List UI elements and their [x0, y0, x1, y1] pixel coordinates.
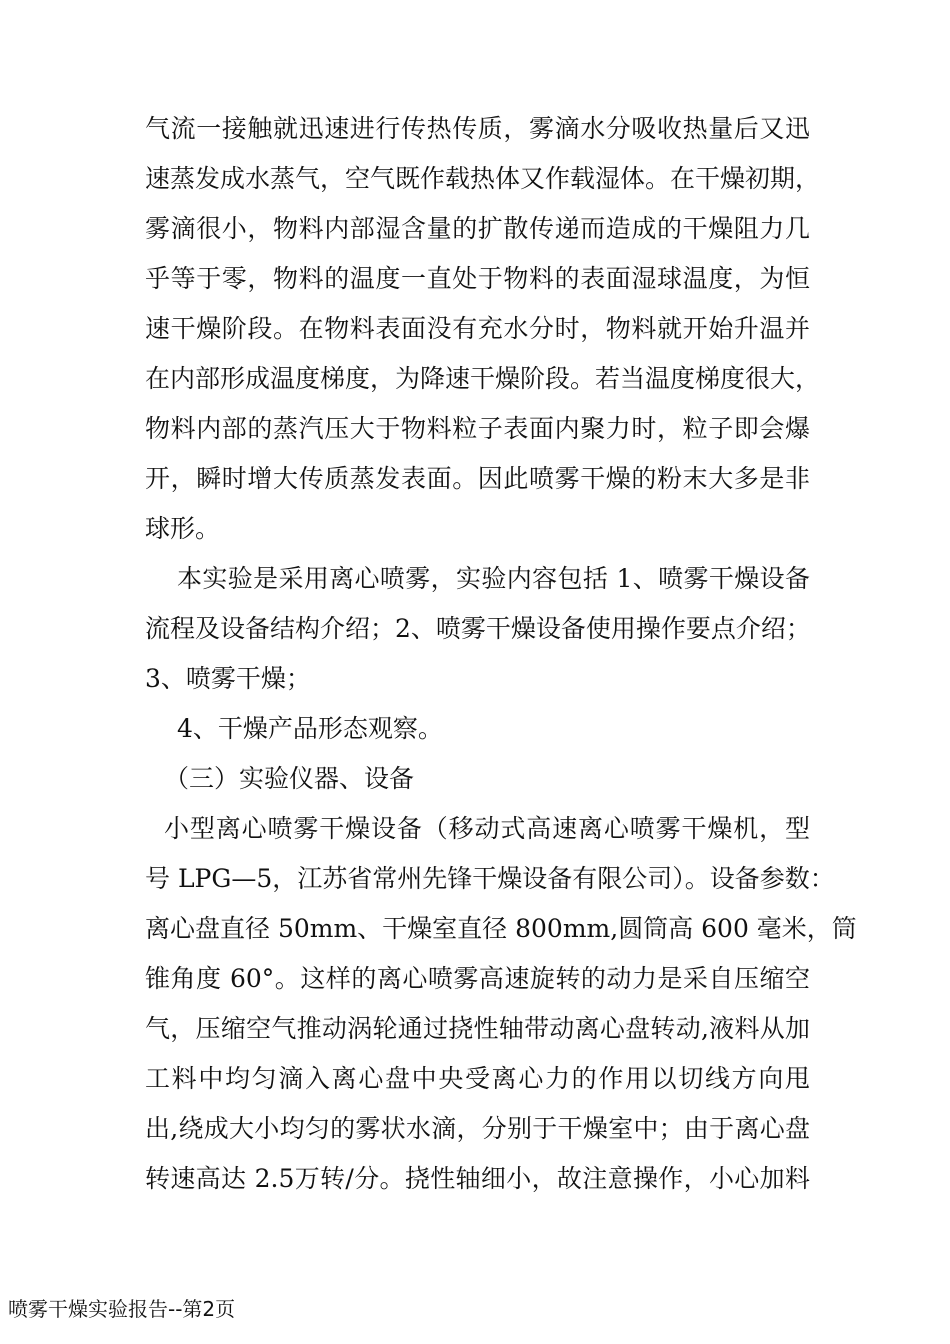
body-text-line: 球形。	[145, 514, 221, 543]
body-text-line: 乎等于零，物料的温度一直处于物料的表面湿球温度，为恒	[145, 264, 810, 293]
body-text-line: 4、干燥产品形态观察。	[177, 714, 443, 743]
body-text-line: 出,绕成大小均匀的雾状水滴，分别于干燥室中；由于离心盘	[145, 1114, 810, 1143]
body-text-line: 本实验是采用离心喷雾，实验内容包括 1、喷雾干燥设备	[177, 564, 810, 593]
body-text-line: 速蒸发成水蒸气，空气既作载热体又作载湿体。在干燥初期，	[145, 164, 821, 193]
body-text-line: 3、喷雾干燥；	[145, 664, 311, 693]
body-text-line: 流程及设备结构介绍；2、喷雾干燥设备使用操作要点介绍；	[145, 614, 811, 643]
body-text-line: 小型离心喷雾干燥设备（移动式高速离心喷雾干燥机，型	[164, 814, 810, 843]
body-text-line: 物料内部的蒸汽压大于物料粒子表面内聚力时，粒子即会爆	[145, 414, 810, 443]
body-text-line: 号 LPG—5，江苏省常州先锋干燥设备有限公司）。设备参数：	[145, 864, 835, 893]
body-text-line: 离心盘直径 50mm、干燥室直径 800mm,圆筒高 600 毫米，筒	[145, 914, 857, 943]
body-text-line: 工料中均匀滴入离心盘中央受离心力的作用以切线方向甩	[145, 1064, 810, 1093]
body-text-line: 锥角度 60°。这样的离心喷雾高速旋转的动力是采自压缩空	[145, 964, 810, 993]
body-text-line: 在内部形成温度梯度，为降速干燥阶段。若当温度梯度很大，	[145, 364, 821, 393]
body-text-line: 雾滴很小，物料内部湿含量的扩散传递而造成的干燥阻力几	[145, 214, 810, 243]
page-footer: 喷雾干燥实验报告--第2页	[8, 1297, 236, 1321]
body-text-line: 气，压缩空气推动涡轮通过挠性轴带动离心盘转动,液料从加	[145, 1014, 810, 1043]
body-text-line: 开，瞬时增大传质蒸发表面。因此喷雾干燥的粉末大多是非	[145, 464, 810, 493]
section-heading: （三）实验仪器、设备	[164, 764, 415, 793]
body-text-line: 气流一接触就迅速进行传热传质，雾滴水分吸收热量后又迅	[145, 114, 810, 143]
body-text-line: 转速高达 2.5万转/分。挠性轴细小，故注意操作，小心加料	[145, 1164, 810, 1193]
body-text-line: 速干燥阶段。在物料表面没有充水分时，物料就开始升温并	[145, 314, 810, 343]
